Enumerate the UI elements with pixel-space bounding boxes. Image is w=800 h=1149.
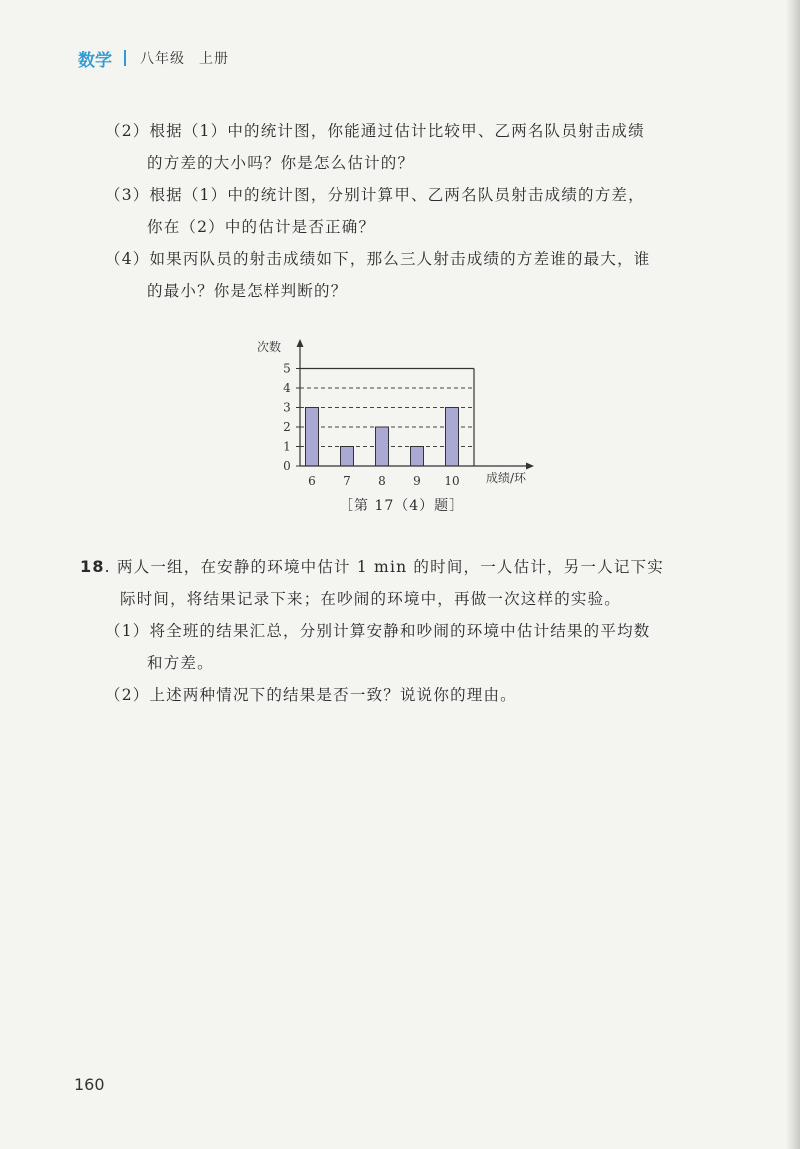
q17-part3-line2: 你在（2）中的估计是否正确？: [147, 218, 376, 236]
x-tick-label: 7: [343, 474, 351, 488]
y-tick-label: 5: [283, 361, 291, 376]
x-tick-label: 6: [308, 474, 316, 488]
chart-y-axis-label: 次数: [257, 340, 282, 354]
y-tick-label: 1: [283, 439, 291, 454]
bar-6: [306, 408, 319, 467]
y-axis-arrow: [297, 339, 304, 347]
q17-part2-line1: （2）根据（1）中的统计图，你能通过估计比较甲、乙两名队员射击成绩: [105, 122, 645, 140]
bar-chart: [250, 335, 550, 495]
grade-label: 八年级: [140, 51, 185, 67]
y-tick-label: 4: [283, 381, 291, 395]
bar-7: [341, 447, 354, 467]
y-tick-label: 0: [283, 459, 291, 473]
x-tick-label: 8: [378, 474, 386, 488]
volume-label: 上册: [199, 51, 229, 67]
chart-x-axis-label: 成绩/环: [486, 471, 527, 485]
q17-part4-line1: （4）如果丙队员的射击成绩如下，那么三人射击成绩的方差谁的最大，谁: [105, 250, 651, 268]
q18-line1: 18. 两人一组，在安静的环境中估计 1 min 的时间，一人估计，另一人记下实: [80, 557, 664, 576]
q18-part1-line2: 和方差。: [147, 654, 214, 672]
y-tick-label: 2: [283, 420, 291, 434]
x-tick-label: 10: [444, 474, 460, 488]
chart-x-ticks: [308, 474, 459, 488]
q17-part2-line2: 的方差的大小吗？你是怎么估计的？: [147, 154, 415, 172]
subject-title: 数学: [78, 50, 112, 71]
chart-bars: [306, 408, 459, 467]
q18-text-line1: 两人一组，在安静的环境中估计 1 min 的时间，一人估计，另一人记下实: [116, 558, 664, 576]
page-header: [78, 47, 229, 69]
chart-caption: ［第 17（4）题］: [339, 498, 465, 514]
q18-part2-line1: （2）上述两种情况下的结果是否一致？说说你的理由。: [105, 686, 517, 704]
bar-9: [411, 447, 424, 467]
x-tick-label: 9: [413, 474, 421, 488]
x-axis-arrow: [526, 463, 534, 470]
y-tick-label: 3: [283, 400, 291, 415]
q18-number: 18: [80, 557, 105, 576]
bar-10: [446, 408, 459, 467]
chart-y-ticks: [283, 362, 300, 474]
q17-part3-line1: （3）根据（1）中的统计图，分别计算甲、乙两名队员射击成绩的方差，: [105, 186, 645, 204]
page-edge-shadow: [786, 0, 800, 1149]
q17-part4-line2: 的最小？你是怎样判断的？: [147, 282, 348, 300]
q18-line2: 际时间，将结果记录下来；在吵闹的环境中，再做一次这样的实验。: [120, 590, 622, 608]
bar-8: [376, 427, 389, 466]
header-divider: [124, 50, 126, 66]
q18-part1-line1: （1）将全班的结果汇总，分别计算安静和吵闹的环境中估计结果的平均数: [105, 622, 651, 640]
page-number: 160: [74, 1075, 105, 1094]
